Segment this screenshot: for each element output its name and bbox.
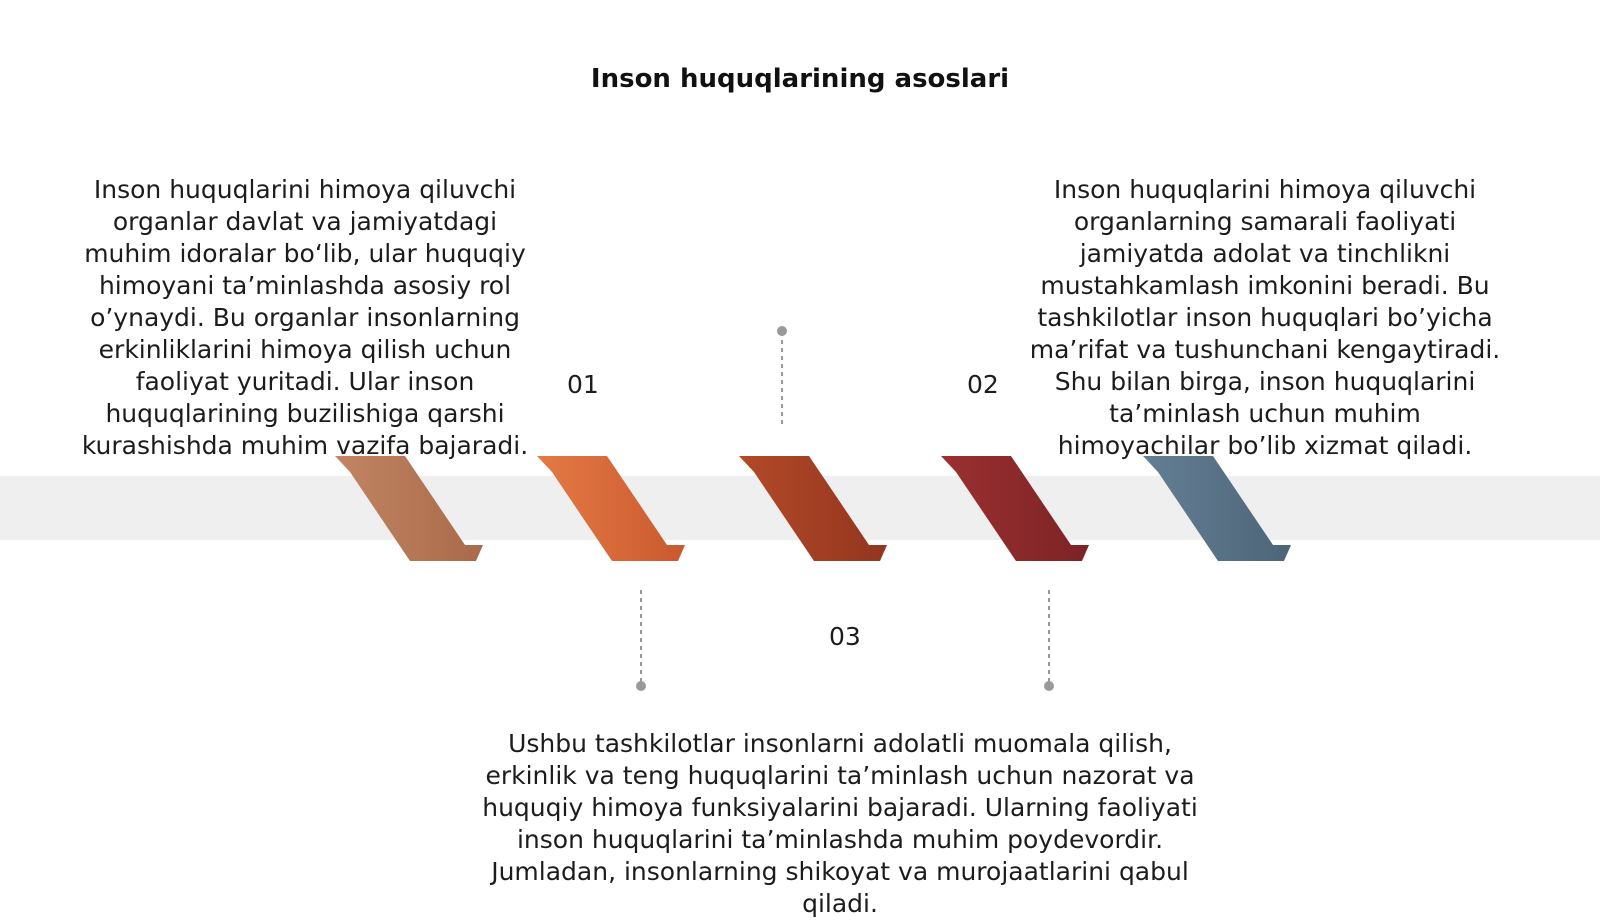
- step-2-text: Inson huquqlarini himoya qiluvchi organlarning samarali faoliyati jamiyatda adolat va tinchlikni mustahkamlash imkonini beradi. Bu tashkilotlar inson huquqlari bo’yicha ma’rifat va tushunchani kengaytiradi. Shu bilan birga, inson huquqlarini ta’minlash uchun muhim himoyachilar bo’lib xizmat qiladi.: [1029, 175, 1501, 460]
- step-3-number: 03: [829, 622, 861, 651]
- connector-dot-bottom-right: [1044, 681, 1054, 691]
- page-title: Inson huquqlarining asoslari: [590, 64, 1010, 94]
- step-1-number: 01: [567, 370, 599, 399]
- step-1-text: Inson huquqlarini himoya qiluvchi organlar davlat va jamiyatdagi muhim idoralar bo‘lib, ular huquqiy himoyani ta’minlashda asosiy rol o’ynaydi. Bu organlar insonlarning erkinliklarini himoya qilish uchun faoliyat yuritadi. Ular inson huquqlarining buzilishiga qarshi kurashishda muhim vazifa bajaradi.: [81, 175, 529, 460]
- step-2-number: 02: [967, 370, 999, 399]
- connector-dot-top: [777, 326, 787, 336]
- step-3-text: Ushbu tashkilotlar insonlarni adolatli muomala qilish, erkinlik va teng huquqlarini ta’minlash uchun nazorat va huquqiy himoya funksiyalarini bajaradi. Ularning faoliyati inson huquqlarini ta’minlashda muhim poydevordir. Jumladan, insonlarning shikoyat va murojaatlarini qabul qiladi.: [482, 729, 1198, 918]
- connector-dot-bottom-left: [636, 681, 646, 691]
